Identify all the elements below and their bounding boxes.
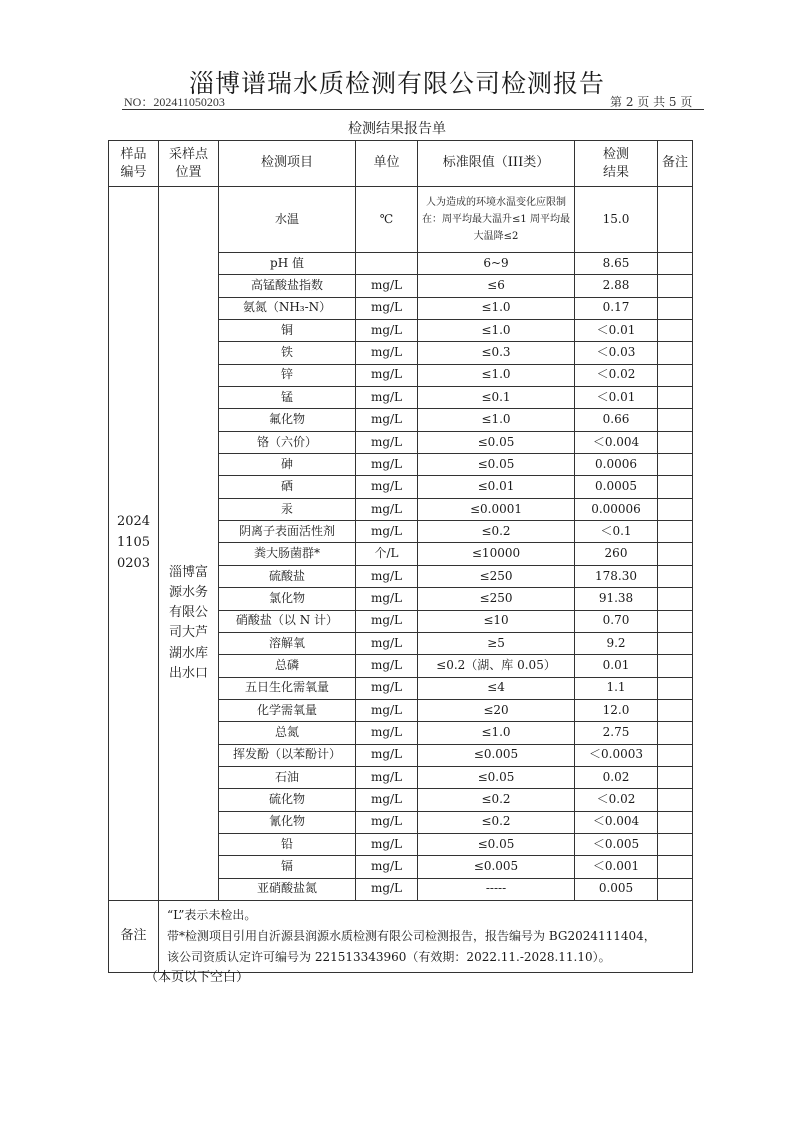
standard-limit: ≤0.05 <box>418 766 575 788</box>
test-item: 溶解氧 <box>219 632 356 654</box>
test-item: 总磷 <box>219 655 356 677</box>
standard-limit: ≤0.2（湖、库 0.05） <box>418 655 575 677</box>
test-result: 12.0 <box>575 699 658 721</box>
test-item: 铬（六价） <box>219 431 356 453</box>
unit: mg/L <box>356 364 418 386</box>
note-cell <box>658 677 693 699</box>
remarks-line: “L”表示未检出。 <box>167 907 257 922</box>
note-cell <box>658 811 693 833</box>
remarks-row <box>109 900 693 972</box>
test-result: ＜0.03 <box>575 342 658 364</box>
report-title: 淄博谱瑞水质检测有限公司检测报告 <box>188 69 605 98</box>
unit: mg/L <box>356 498 418 520</box>
unit: mg/L <box>356 431 418 453</box>
note-cell <box>658 275 693 297</box>
blank-below-note: （本页以下空白） <box>145 970 250 985</box>
unit: mg/L <box>356 766 418 788</box>
note-cell <box>658 543 693 565</box>
note-cell <box>658 409 693 431</box>
standard-limit: ≤10 <box>418 610 575 632</box>
standard-limit: ≤20 <box>418 699 575 721</box>
test-result: ＜0.004 <box>575 811 658 833</box>
test-result: 0.00006 <box>575 498 658 520</box>
test-result: 0.01 <box>575 655 658 677</box>
test-result: 0.70 <box>575 610 658 632</box>
unit: mg/L <box>356 387 418 409</box>
note-cell <box>658 588 693 610</box>
results-table <box>108 140 693 973</box>
col-standard: 标准限值（III类） <box>418 141 575 187</box>
table-row <box>109 187 693 253</box>
test-result: 8.65 <box>575 253 658 275</box>
test-item: 五日生化需氧量 <box>219 677 356 699</box>
col-item: 检测项目 <box>219 141 356 187</box>
test-result: 0.005 <box>575 878 658 900</box>
test-result: 260 <box>575 543 658 565</box>
test-item: 铅 <box>219 833 356 855</box>
note-cell <box>658 320 693 342</box>
note-cell <box>658 364 693 386</box>
test-item: 水温 <box>219 187 356 253</box>
standard-limit: ≤0.2 <box>418 521 575 543</box>
note-cell <box>658 498 693 520</box>
unit: mg/L <box>356 409 418 431</box>
note-cell <box>658 253 693 275</box>
test-result: 1.1 <box>575 677 658 699</box>
remarks-line: 带*检测项目引用自沂源县润源水质检测有限公司检测报告，报告编号为 BG2024111404， <box>167 928 656 943</box>
unit: mg/L <box>356 878 418 900</box>
col-sample-no: 样品 编号 <box>109 141 159 187</box>
unit: mg/L <box>356 588 418 610</box>
table-title: 检测结果报告单 <box>348 121 446 137</box>
test-item: pH 值 <box>219 253 356 275</box>
test-result: 9.2 <box>575 632 658 654</box>
unit: mg/L <box>356 722 418 744</box>
standard-limit: ≤0.005 <box>418 856 575 878</box>
test-item: 镉 <box>219 856 356 878</box>
test-result: ＜0.005 <box>575 833 658 855</box>
test-item: 汞 <box>219 498 356 520</box>
test-result: ＜0.01 <box>575 320 658 342</box>
standard-limit: ≤0.005 <box>418 744 575 766</box>
note-cell <box>658 454 693 476</box>
test-item: 硫化物 <box>219 789 356 811</box>
note-cell <box>658 856 693 878</box>
test-item: 铁 <box>219 342 356 364</box>
note-cell <box>658 833 693 855</box>
standard-limit: ≤250 <box>418 588 575 610</box>
standard-limit: ≤1.0 <box>418 320 575 342</box>
test-result: ＜0.01 <box>575 387 658 409</box>
note-cell <box>658 744 693 766</box>
standard-limit: ≤0.2 <box>418 789 575 811</box>
test-result: 0.0006 <box>575 454 658 476</box>
note-cell <box>658 431 693 453</box>
test-result: ＜0.0003 <box>575 744 658 766</box>
test-result: 2.75 <box>575 722 658 744</box>
note-cell <box>658 565 693 587</box>
unit: 个/L <box>356 543 418 565</box>
sample-number: 2024 1105 0203 <box>109 187 159 901</box>
standard-limit: 人为造成的环境水温变化应限制 在：周平均最大温升≤1 周平均最 大温降≤2 <box>418 187 575 253</box>
col-note: 备注 <box>658 141 693 187</box>
test-item: 氟化物 <box>219 409 356 431</box>
test-result: 0.17 <box>575 297 658 319</box>
test-item: 硫酸盐 <box>219 565 356 587</box>
test-item: 化学需氧量 <box>219 699 356 721</box>
note-cell <box>658 297 693 319</box>
standard-limit: ≤0.1 <box>418 387 575 409</box>
unit: mg/L <box>356 320 418 342</box>
sampling-location: 淄博富 源水务 有限公 司大芦 湖水库 出水口 <box>159 187 219 901</box>
note-cell <box>658 187 693 253</box>
test-item: 总氮 <box>219 722 356 744</box>
standard-limit: ≤0.0001 <box>418 498 575 520</box>
test-result: 0.66 <box>575 409 658 431</box>
unit: mg/L <box>356 856 418 878</box>
standard-limit: ≤1.0 <box>418 722 575 744</box>
unit: mg/L <box>356 811 418 833</box>
test-item: 铜 <box>219 320 356 342</box>
standard-limit: ----- <box>418 878 575 900</box>
test-item: 锌 <box>219 364 356 386</box>
table-header-row <box>109 141 693 187</box>
test-item: 砷 <box>219 454 356 476</box>
test-item: 阴离子表面活性剂 <box>219 521 356 543</box>
standard-limit: ≤0.01 <box>418 476 575 498</box>
standard-limit: ≤0.05 <box>418 833 575 855</box>
standard-limit: ≤1.0 <box>418 409 575 431</box>
test-result: ＜0.004 <box>575 431 658 453</box>
standard-limit: ≤4 <box>418 677 575 699</box>
unit: mg/L <box>356 699 418 721</box>
note-cell <box>658 521 693 543</box>
test-result: 91.38 <box>575 588 658 610</box>
unit: mg/L <box>356 275 418 297</box>
unit: mg/L <box>356 632 418 654</box>
unit: mg/L <box>356 744 418 766</box>
standard-limit: ≤10000 <box>418 543 575 565</box>
unit <box>356 253 418 275</box>
test-item: 硝酸盐（以 N 计） <box>219 610 356 632</box>
standard-limit: ≤0.05 <box>418 454 575 476</box>
standard-limit: ≤0.3 <box>418 342 575 364</box>
standard-limit: ≤250 <box>418 565 575 587</box>
test-result: 15.0 <box>575 187 658 253</box>
unit: ℃ <box>356 187 418 253</box>
test-item: 氯化物 <box>219 588 356 610</box>
unit: mg/L <box>356 454 418 476</box>
col-unit: 单位 <box>356 141 418 187</box>
test-result: ＜0.02 <box>575 364 658 386</box>
standard-limit: ≤6 <box>418 275 575 297</box>
standard-limit: 6~9 <box>418 253 575 275</box>
unit: mg/L <box>356 565 418 587</box>
standard-limit: ≤1.0 <box>418 297 575 319</box>
unit: mg/L <box>356 610 418 632</box>
test-result: ＜0.001 <box>575 856 658 878</box>
test-result: 2.88 <box>575 275 658 297</box>
test-item: 锰 <box>219 387 356 409</box>
unit: mg/L <box>356 476 418 498</box>
unit: mg/L <box>356 655 418 677</box>
unit: mg/L <box>356 521 418 543</box>
report-number: NO：202411050203 <box>124 95 225 109</box>
standard-limit: ≤1.0 <box>418 364 575 386</box>
note-cell <box>658 766 693 788</box>
note-cell <box>658 878 693 900</box>
test-item: 粪大肠菌群* <box>219 543 356 565</box>
remarks-line: 该公司资质认定许可编号为 221513343960（有效期：2022.11.-2028.11.10）。 <box>167 949 611 964</box>
test-item: 硒 <box>219 476 356 498</box>
note-cell <box>658 789 693 811</box>
standard-limit: ≥5 <box>418 632 575 654</box>
unit: mg/L <box>356 789 418 811</box>
test-result: ＜0.1 <box>575 521 658 543</box>
remarks-text <box>159 900 693 972</box>
test-item: 石油 <box>219 766 356 788</box>
unit: mg/L <box>356 297 418 319</box>
remarks-label: 备注 <box>109 900 159 972</box>
note-cell <box>658 342 693 364</box>
standard-limit: ≤0.05 <box>418 431 575 453</box>
col-result: 检测 结果 <box>575 141 658 187</box>
test-result: 178.30 <box>575 565 658 587</box>
test-item: 氨氮（NH₃-N） <box>219 297 356 319</box>
unit: mg/L <box>356 342 418 364</box>
test-result: ＜0.02 <box>575 789 658 811</box>
test-item: 亚硝酸盐氮 <box>219 878 356 900</box>
test-item: 高锰酸盐指数 <box>219 275 356 297</box>
test-item: 氰化物 <box>219 811 356 833</box>
note-cell <box>658 699 693 721</box>
test-result: 0.02 <box>575 766 658 788</box>
note-cell <box>658 387 693 409</box>
unit: mg/L <box>356 677 418 699</box>
unit: mg/L <box>356 833 418 855</box>
note-cell <box>658 632 693 654</box>
note-cell <box>658 655 693 677</box>
note-cell <box>658 610 693 632</box>
note-cell <box>658 476 693 498</box>
page-indicator: 第 2 页 共 5 页 <box>610 95 693 109</box>
test-item: 挥发酚（以苯酚计） <box>219 744 356 766</box>
standard-limit: ≤0.2 <box>418 811 575 833</box>
col-location: 采样点 位置 <box>159 141 219 187</box>
note-cell <box>658 722 693 744</box>
test-result: 0.0005 <box>575 476 658 498</box>
header-rule <box>122 109 704 110</box>
